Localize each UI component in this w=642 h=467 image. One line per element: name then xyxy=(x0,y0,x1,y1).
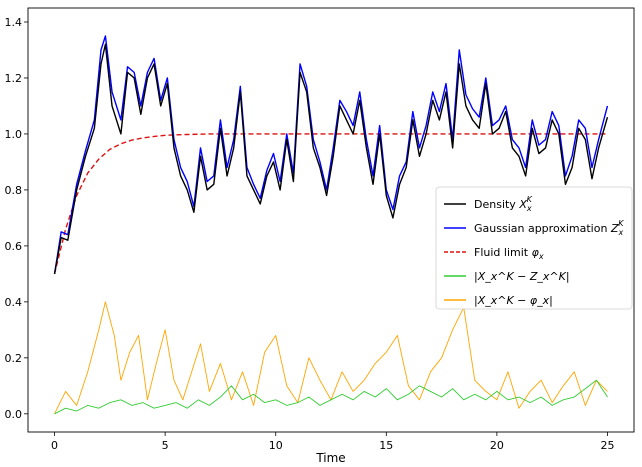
x-tick-label: 20 xyxy=(489,439,504,452)
legend-entry-symbol: |X_x^K − φ_x| xyxy=(474,294,553,307)
y-tick-label: 1.4 xyxy=(4,15,22,29)
legend-entry-label xyxy=(474,246,544,261)
legend-entry-text: Gaussian approximation xyxy=(474,222,611,235)
legend-entry-symbol: Z xyxy=(610,222,619,235)
x-tick-label: 5 xyxy=(161,439,169,452)
legend-entry-symbol: |X_x^K − Z_x^K| xyxy=(474,270,570,283)
legend-entry-label xyxy=(474,294,553,307)
x-tick-label: 25 xyxy=(600,439,615,452)
y-tick-label: 0.8 xyxy=(4,183,22,197)
legend-entry-superscript: K xyxy=(526,195,532,204)
legend-entry-text: Density xyxy=(474,198,520,211)
x-tick-label: 10 xyxy=(268,439,283,452)
legend-entry-label xyxy=(474,195,533,213)
legend-entry-symbol: φ xyxy=(531,246,539,259)
y-tick-label: 1.2 xyxy=(4,71,22,85)
legend-entry-text: Fluid limit xyxy=(474,246,532,259)
y-tick-label: 0.4 xyxy=(4,295,22,309)
y-tick-label: 0.0 xyxy=(4,407,22,421)
y-tick-label: 0.2 xyxy=(4,351,22,365)
legend-entry-subscript: x xyxy=(618,228,624,237)
legend xyxy=(436,187,632,309)
y-tick-label: 1.0 xyxy=(4,127,22,141)
legend-entry-subscript: x xyxy=(526,204,532,213)
y-tick-label: 0.6 xyxy=(4,239,22,253)
legend-entry-subscript: x xyxy=(538,252,544,261)
legend-entry-label xyxy=(474,219,624,237)
x-tick-label: 0 xyxy=(51,439,59,452)
x-tick-label: 15 xyxy=(379,439,394,452)
legend-entry-label xyxy=(474,270,570,283)
legend-entry-symbol: X xyxy=(519,198,527,211)
x-axis-label: Time xyxy=(316,451,346,465)
legend-entry-superscript: K xyxy=(618,219,624,228)
